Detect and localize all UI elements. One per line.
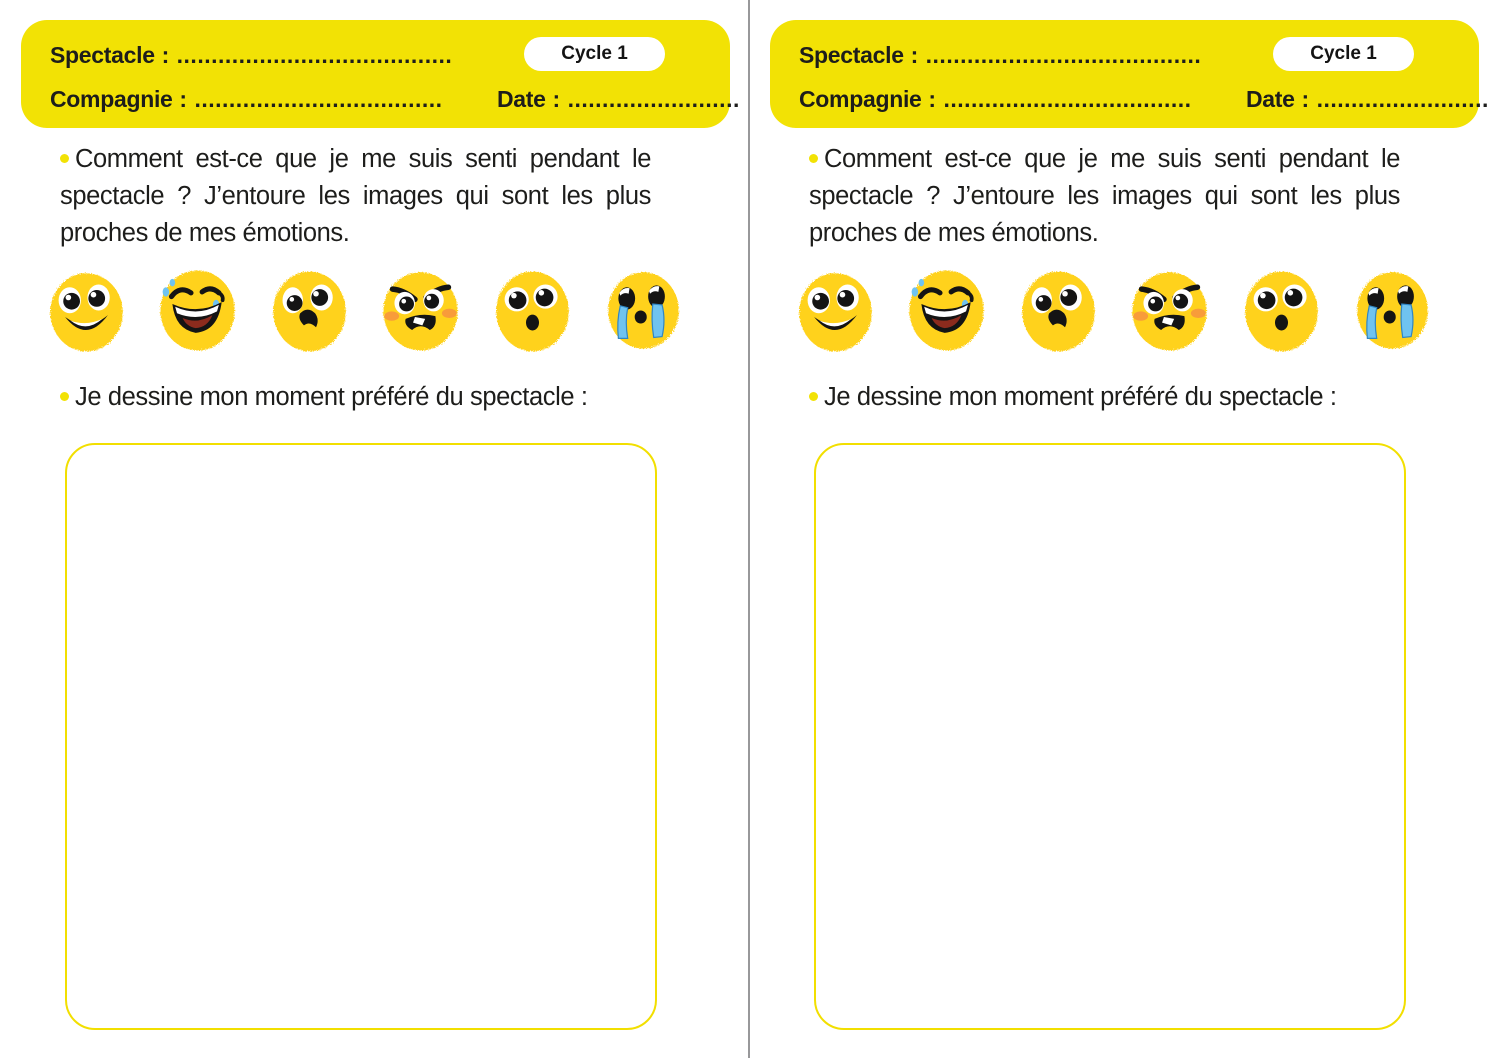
emoji-crying-icon[interactable] bbox=[1346, 264, 1439, 357]
date-label: Date bbox=[1246, 86, 1295, 112]
compagnie-label: Compagnie bbox=[799, 86, 922, 112]
cycle-badge: Cycle 1 bbox=[1273, 37, 1414, 71]
emoji-worried-icon[interactable] bbox=[263, 264, 356, 357]
question-text: proches de mes émotions. bbox=[809, 219, 1099, 247]
spectacle-row bbox=[799, 42, 1201, 68]
header-band bbox=[21, 20, 740, 128]
emoji-worried-icon[interactable] bbox=[1012, 264, 1105, 357]
emoji-angry-icon[interactable] bbox=[1123, 264, 1216, 357]
emoji-surprised-icon[interactable] bbox=[486, 264, 579, 357]
date-dotted-field[interactable]: : ......................... bbox=[545, 86, 740, 112]
spectacle-label: Spectacle bbox=[799, 42, 904, 68]
compagnie-dotted-field[interactable]: : .................................... bbox=[921, 86, 1192, 112]
emoji-crying-icon[interactable] bbox=[597, 264, 690, 357]
date-label: Date bbox=[497, 86, 546, 112]
question-text: spectacle ? J’entoure les images qui sont les plus bbox=[809, 182, 1400, 210]
spectacle-dotted-field[interactable]: : ........................................ bbox=[903, 42, 1202, 68]
emoji-happy-icon[interactable] bbox=[789, 264, 882, 357]
page-divider-line bbox=[748, 0, 750, 1058]
emoji-surprised-icon[interactable] bbox=[1235, 264, 1328, 357]
bullet-icon bbox=[809, 392, 818, 401]
worksheet-left bbox=[0, 0, 748, 1058]
drawing-area[interactable] bbox=[814, 443, 1406, 1030]
bullet-icon bbox=[809, 154, 818, 163]
question-text: Comment est-ce que je me suis senti pendant le bbox=[824, 145, 1400, 173]
draw-prompt-text: Je dessine mon moment préféré du spectacle : bbox=[75, 383, 588, 411]
draw-prompt bbox=[809, 379, 1449, 416]
emoji-laughing-tears-icon[interactable] bbox=[900, 264, 993, 357]
emoji-angry-icon[interactable] bbox=[374, 264, 467, 357]
compagnie-row bbox=[799, 86, 1489, 112]
date-row bbox=[497, 86, 740, 112]
date-row bbox=[1246, 86, 1489, 112]
emoji-happy-icon[interactable] bbox=[40, 264, 133, 357]
spectacle-row bbox=[50, 42, 452, 68]
header-band bbox=[770, 20, 1489, 128]
cycle-badge: Cycle 1 bbox=[524, 37, 665, 71]
date-dotted-field[interactable]: : ......................... bbox=[1294, 86, 1489, 112]
worksheet-right bbox=[749, 0, 1497, 1058]
emotions-row bbox=[789, 264, 1439, 357]
question-text: proches de mes émotions. bbox=[60, 219, 350, 247]
question-paragraph bbox=[60, 141, 651, 252]
emoji-laughing-tears-icon[interactable] bbox=[151, 264, 244, 357]
spectacle-label: Spectacle bbox=[50, 42, 155, 68]
compagnie-label: Compagnie bbox=[50, 86, 173, 112]
draw-prompt bbox=[60, 379, 700, 416]
bullet-icon bbox=[60, 154, 69, 163]
draw-prompt-text: Je dessine mon moment préféré du spectacle : bbox=[824, 383, 1337, 411]
spectacle-dotted-field[interactable]: : ........................................ bbox=[154, 42, 453, 68]
question-text: Comment est-ce que je me suis senti pendant le bbox=[75, 145, 651, 173]
question-text: spectacle ? J’entoure les images qui sont les plus bbox=[60, 182, 651, 210]
question-paragraph bbox=[809, 141, 1400, 252]
emotions-row bbox=[40, 264, 690, 357]
bullet-icon bbox=[60, 392, 69, 401]
drawing-area[interactable] bbox=[65, 443, 657, 1030]
compagnie-row bbox=[50, 86, 740, 112]
compagnie-dotted-field[interactable]: : .................................... bbox=[172, 86, 443, 112]
